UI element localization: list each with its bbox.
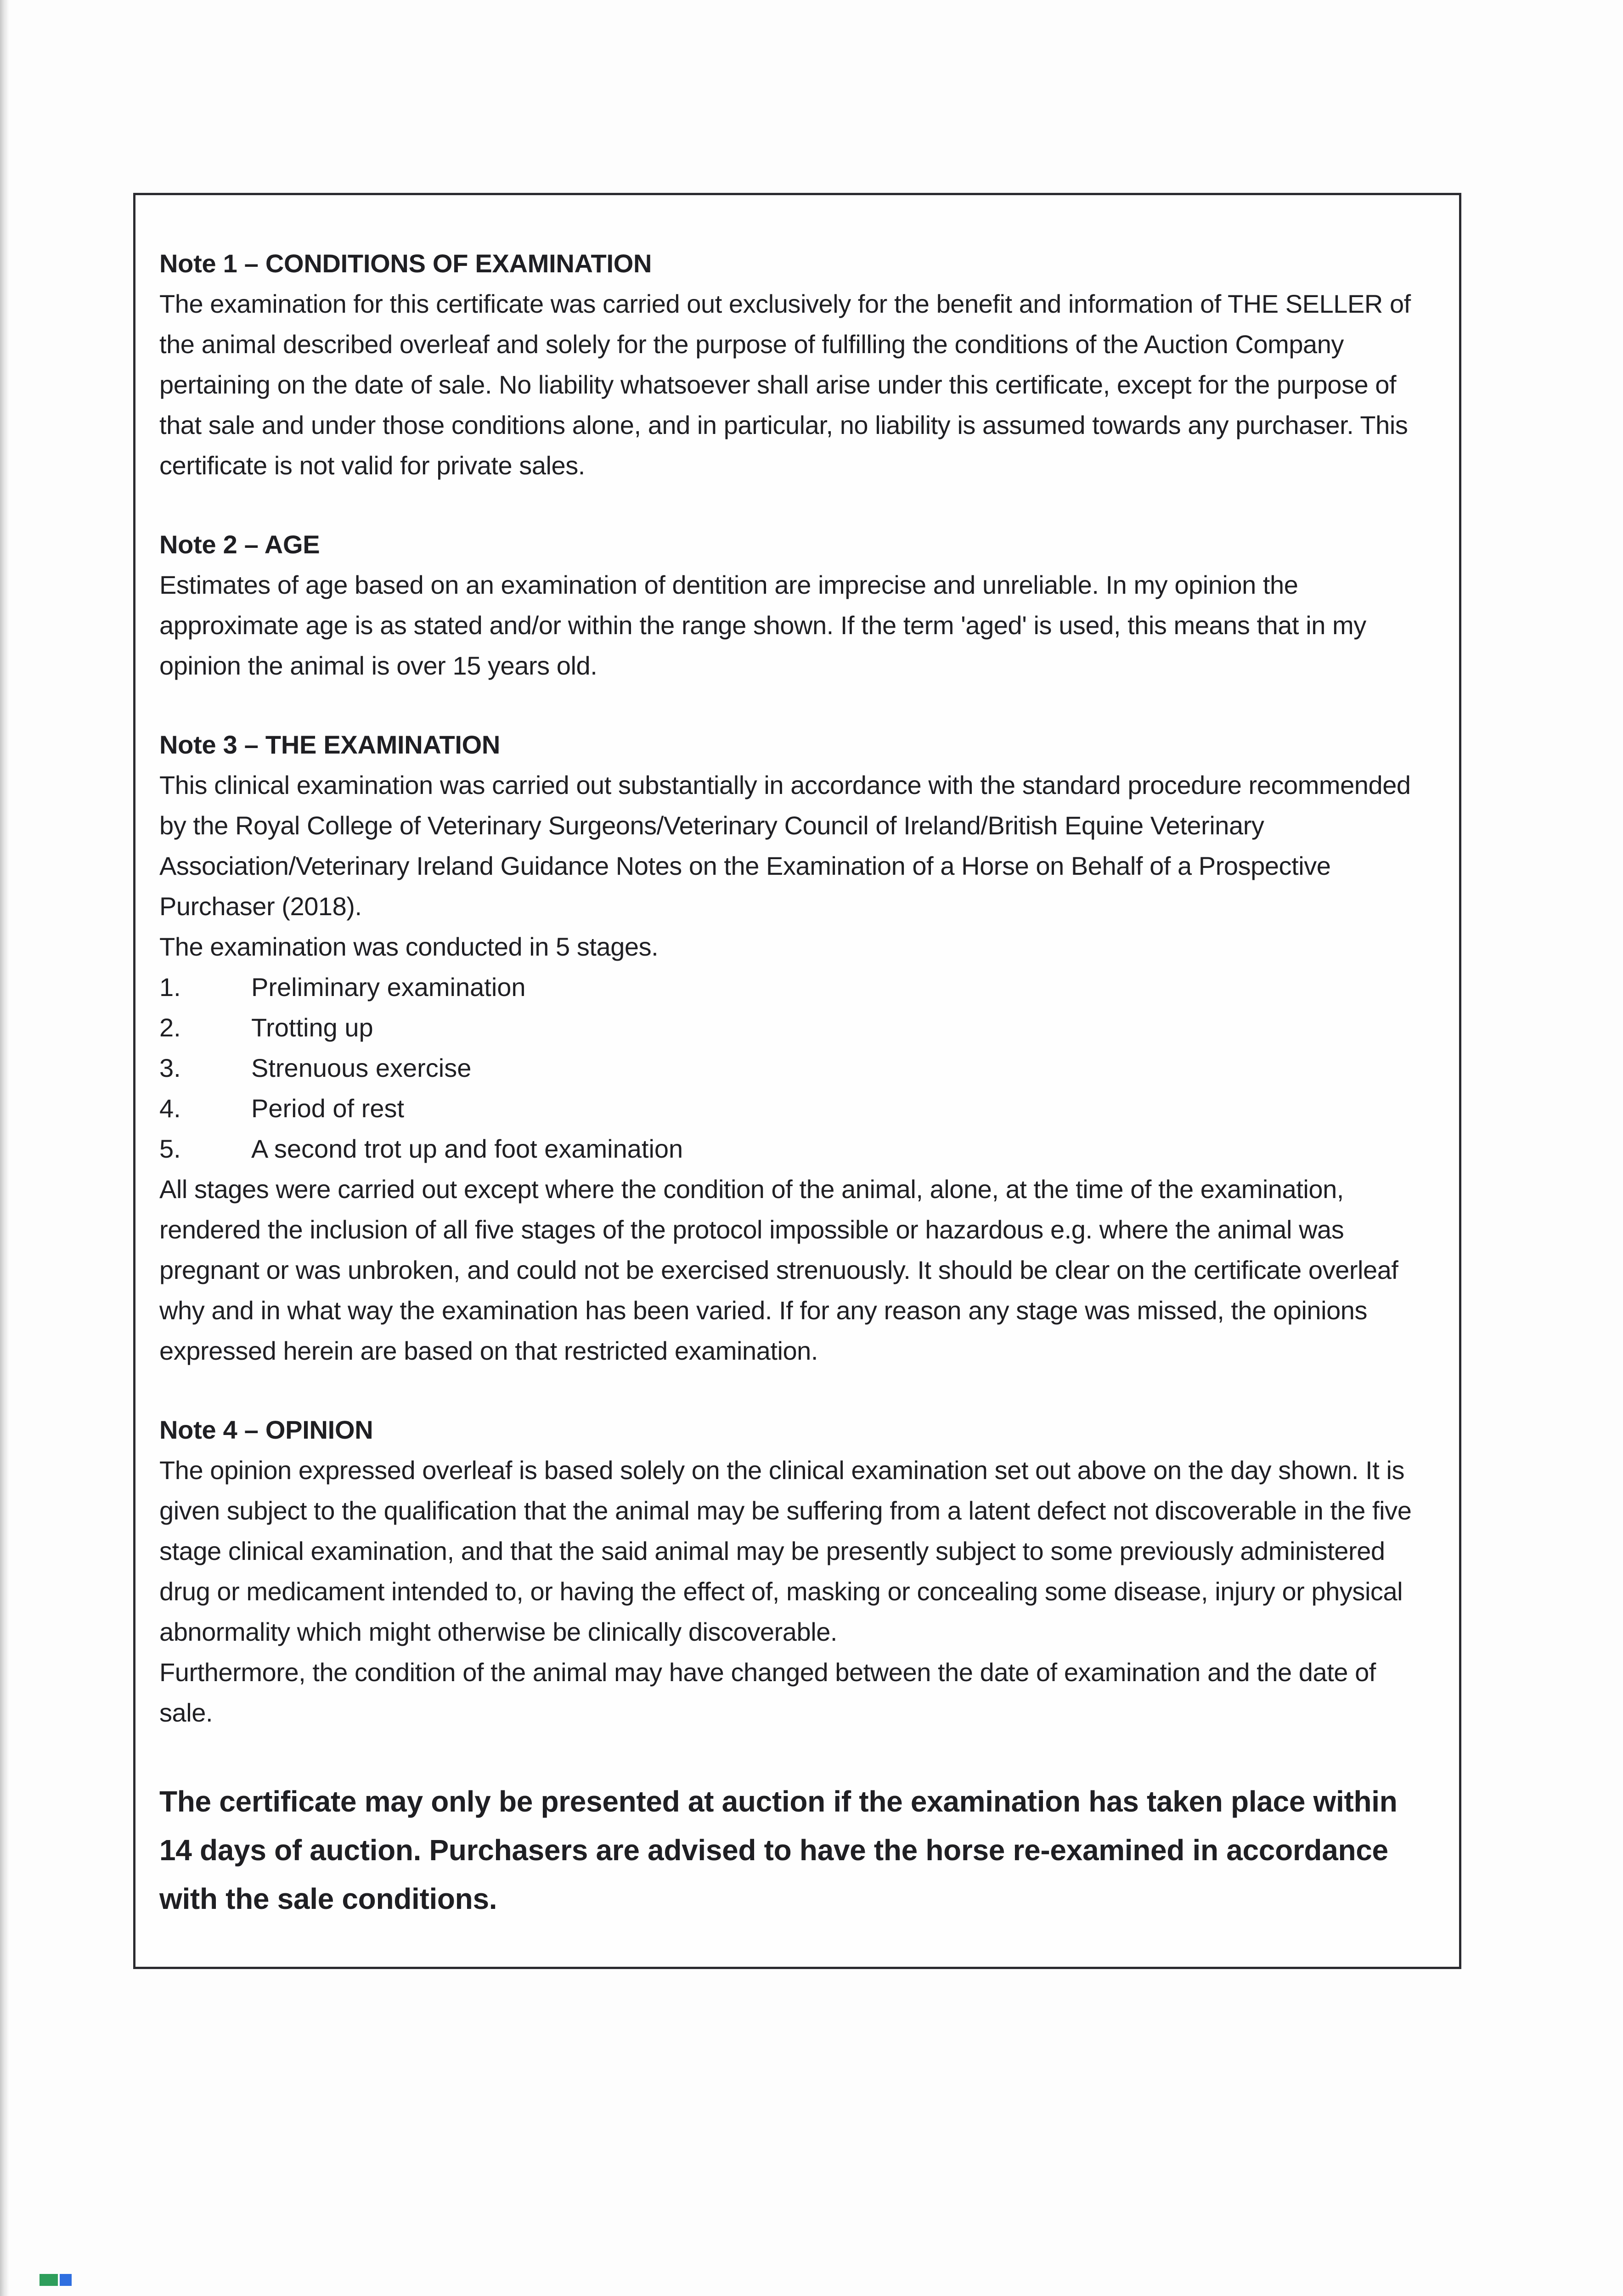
scan-edge-artifact [0, 0, 9, 2296]
stage-number: 2. [159, 1013, 181, 1042]
note-1-heading: Note 1 – CONDITIONS OF EXAMINATION [159, 249, 652, 278]
scan-artifact-green-mark [39, 2274, 58, 2286]
stage-item-4 [159, 1088, 1422, 1129]
note-3-paragraph-procedure: This clinical examination was carried out substantially in accordance with the standard procedure recommended by the Royal College of Veterinary Surgeons/Veterinary Council of Ireland/British Equine Veterinary Association/Veterinary Ireland Guidance Notes on the Examination of a Horse on Behalf of a Prospective Purchaser (2018). [159, 771, 1411, 921]
note-3-paragraph-stages-intro: The examination was conducted in 5 stages. [159, 932, 659, 961]
stage-label: A second trot up and foot examination [251, 1134, 683, 1163]
stage-item-5 [159, 1129, 1422, 1169]
scan-artifact-blue-mark [60, 2274, 72, 2286]
stage-label: Period of rest [251, 1094, 405, 1123]
note-3-heading: Note 3 – THE EXAMINATION [159, 730, 501, 759]
note-4-paragraph-furthermore: Furthermore, the condition of the animal may have changed between the date of examination and the date of sale. [159, 1658, 1376, 1727]
note-3-paragraph-exceptions: All stages were carried out except where the condition of the animal, alone, at the time of the examination, rendered the inclusion of all five stages of the protocol impossible or hazardous e.g. where the animal was pregnant or was unbroken, and could not be exercised strenuously. It should be clear on the certificate overleaf why and in what way the examination has been varied. If for any reason any stage was missed, the opinions expressed herein are based on that restricted examination. [159, 1175, 1398, 1365]
stage-number: 5. [159, 1134, 181, 1163]
note-section-1 [159, 243, 1422, 486]
stage-item-3 [159, 1048, 1422, 1088]
note-section-4 [159, 1410, 1422, 1733]
note-section-2 [159, 524, 1422, 686]
footer-statement: The certificate may only be presented at auction if the examination has taken place within 14 days of auction. Purchasers are advised to have the horse re-examined in accordance with the sale conditions. [159, 1785, 1398, 1915]
stage-item-2 [159, 1007, 1422, 1048]
stage-label: Preliminary examination [251, 973, 526, 1002]
stage-label: Trotting up [251, 1013, 373, 1042]
note-2-paragraph: Estimates of age based on an examination of dentition are imprecise and unreliable. In my opinion the approximate age is as stated and/or within the range shown. If the term 'aged' is used, this means that in my opinion the animal is over 15 years old. [159, 570, 1366, 680]
stage-number: 1. [159, 973, 181, 1002]
note-4-heading: Note 4 – OPINION [159, 1415, 373, 1444]
note-section-3 [159, 725, 1422, 1371]
stage-label: Strenuous exercise [251, 1053, 472, 1082]
note-2-heading: Note 2 – AGE [159, 530, 320, 559]
stage-number: 4. [159, 1094, 181, 1123]
notes-box [133, 193, 1461, 1969]
stage-list [159, 967, 1422, 1169]
stage-item-1 [159, 967, 1422, 1007]
note-4-paragraph-opinion: The opinion expressed overleaf is based solely on the clinical examination set out above on the day shown. It is given subject to the qualification that the animal may be suffering from a latent defect not discoverable in the five stage clinical examination, and that the said animal may be presently subject to some previously administered drug or medicament intended to, or having the effect of, masking or concealing some disease, injury or physical abnormality which might otherwise be clinically discoverable. [159, 1456, 1412, 1646]
stage-number: 3. [159, 1053, 181, 1082]
note-1-paragraph: The examination for this certificate was carried out exclusively for the benefit and information of THE SELLER of the animal described overleaf and solely for the purpose of fulfilling the conditions of the Auction Company pertaining on the date of sale. No liability whatsoever shall arise under this certificate, except for the purpose of that sale and under those conditions alone, and in particular, no liability is assumed towards any purchaser. This certificate is not valid for private sales. [159, 289, 1411, 480]
